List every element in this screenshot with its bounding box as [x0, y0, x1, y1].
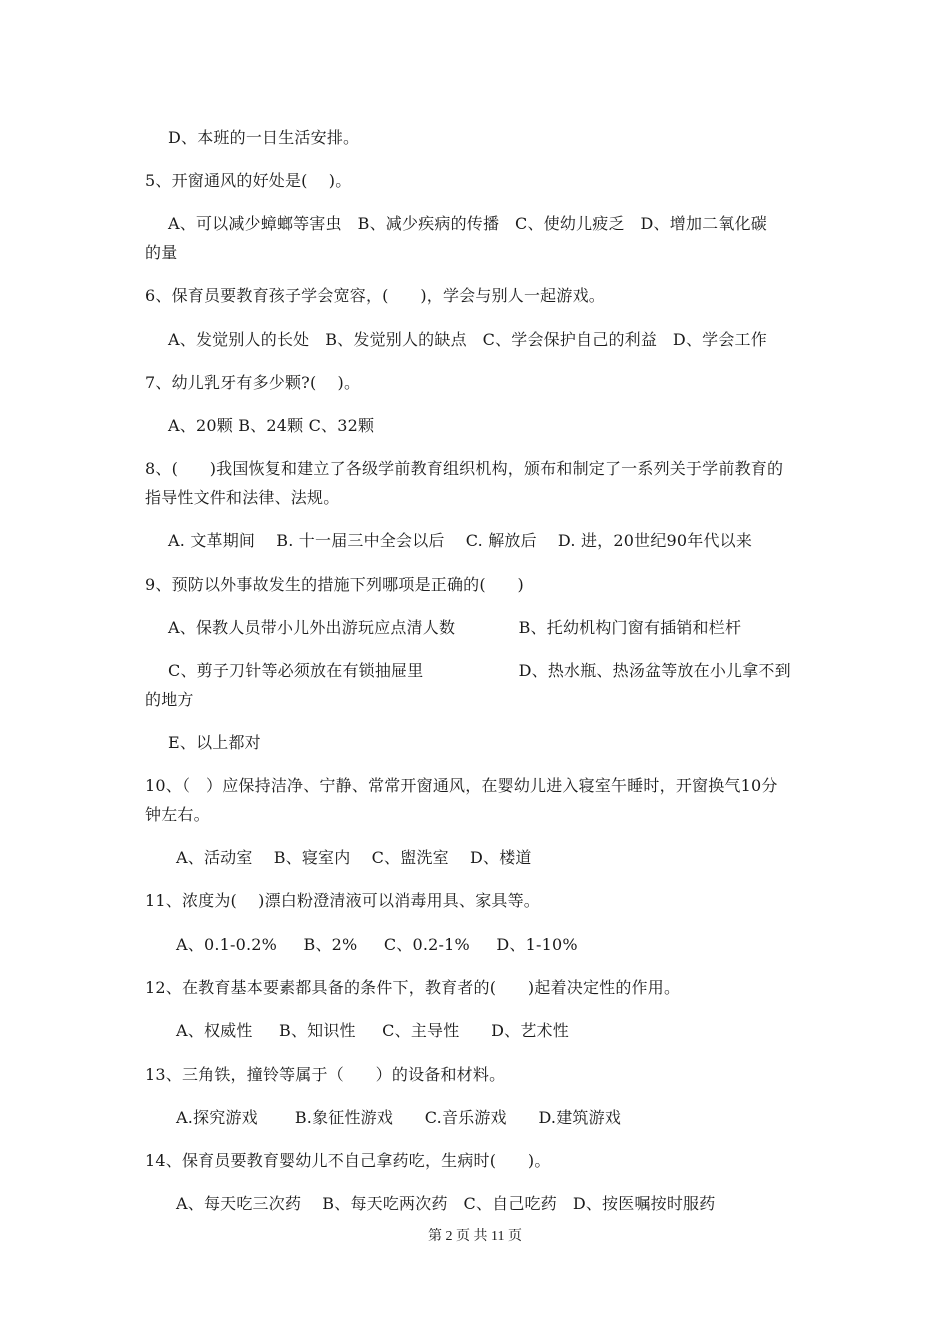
question-9-options-cd: C、剪子刀针等必须放在有锁抽屉里 D、热水瓶、热汤盆等放在小儿拿不到	[168, 661, 791, 680]
question-10-cont: 钟左右。	[145, 805, 210, 824]
question-14-options: A、每天吃三次药 B、每天吃两次药 C、自己吃药 D、按医嘱按时服药	[176, 1194, 716, 1213]
question-13: 13、三角铁，撞铃等属于（ ）的设备和材料。	[145, 1065, 506, 1084]
question-9-option-e: E、以上都对	[168, 733, 261, 752]
question-9-options-cont: 的地方	[145, 690, 194, 709]
page-footer: 第 2 页 共 11 页	[428, 1229, 522, 1244]
question-5: 5、开窗通风的好处是( )。	[145, 171, 352, 190]
question-10-options: A、活动室 B、寝室内 C、盥洗室 D、楼道	[176, 848, 532, 867]
question-7-options: A、20颗 B、24颗 C、32颗	[168, 416, 375, 435]
question-9: 9、预防以外事故发生的措施下列哪项是正确的( )	[145, 575, 524, 594]
question-8-cont: 指导性文件和法律、法规。	[145, 488, 340, 507]
question-7: 7、幼儿乳牙有多少颗?( )。	[145, 373, 361, 392]
question-8: 8、( )我国恢复和建立了各级学前教育组织机构，颁布和制定了一系列关于学前教育的	[145, 459, 784, 478]
question-11: 11、浓度为( )漂白粉澄清液可以消毒用具、家具等。	[145, 891, 540, 910]
question-10: 10、（ ）应保持洁净、宁静、常常开窗通风，在婴幼儿进入寝室午睡时，开窗换气10分	[145, 776, 778, 795]
question-8-options: A. 文革期间 B. 十一届三中全会以后 C. 解放后 D. 进，20世纪90年代以来	[168, 531, 753, 550]
question-14: 14、保育员要教育婴幼儿不自己拿药吃，生病时( )。	[145, 1151, 551, 1170]
question-6-options: A、发觉别人的长处 B、发觉别人的缺点 C、学会保护自己的利益 D、学会工作	[168, 330, 767, 349]
question-12-options: A、权威性 B、知识性 C、主导性 D、艺术性	[176, 1021, 569, 1040]
question-5-options-cont: 的量	[145, 243, 178, 262]
question-9-options-ab: A、保教人员带小儿外出游玩应点清人数 B、托幼机构门窗有插销和栏杆	[168, 618, 742, 637]
question-5-options: A、可以减少蟑螂等害虫 B、减少疾病的传播 C、使幼儿疲乏 D、增加二氧化碳	[168, 214, 767, 233]
question-6: 6、保育员要教育孩子学会宽容，( )，学会与别人一起游戏。	[145, 286, 605, 305]
question-12: 12、在教育基本要素都具备的条件下，教育者的( )起着决定性的作用。	[145, 978, 681, 997]
option-line-4d: D、本班的一日生活安排。	[168, 128, 360, 147]
question-13-options: A.探究游戏 B.象征性游戏 C.音乐游戏 D.建筑游戏	[176, 1108, 622, 1127]
question-11-options: A、0.1-0.2% B、2% C、0.2-1% D、1-10%	[176, 935, 578, 954]
